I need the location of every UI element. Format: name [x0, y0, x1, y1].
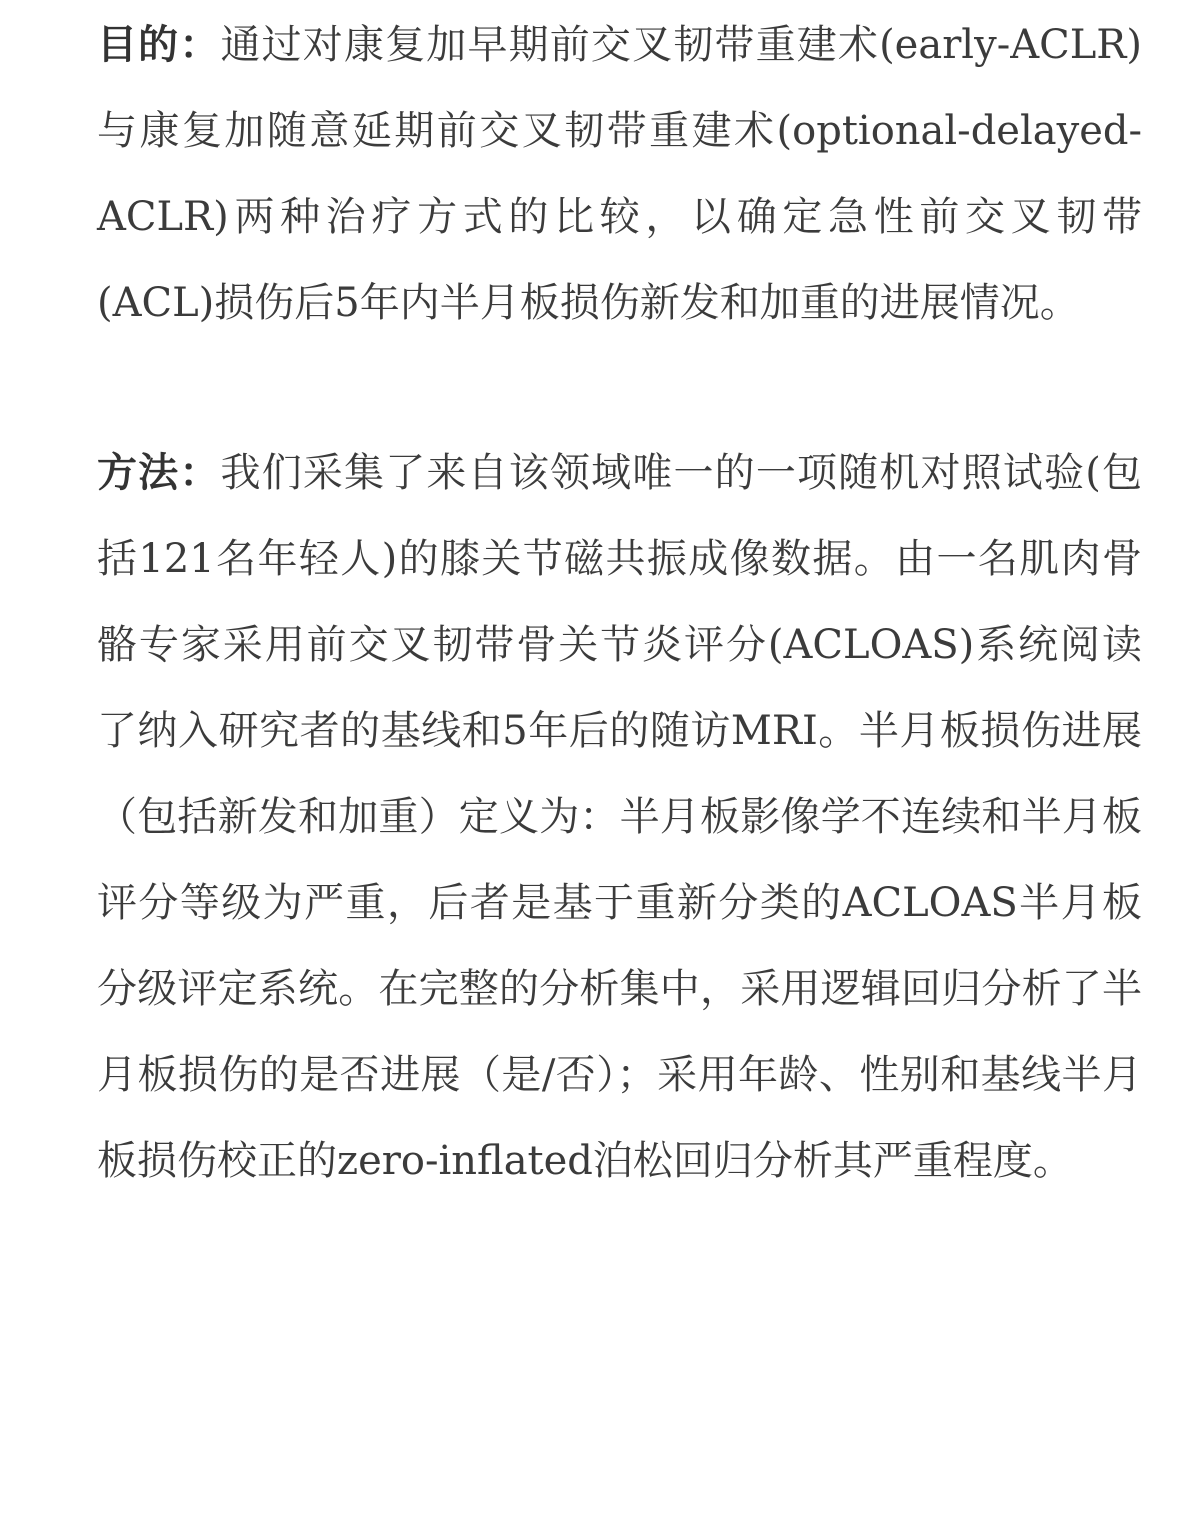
abstract-body	[97, 0, 1142, 1204]
purpose-text: 通过对康复加早期前交叉韧带重建术(early-ACLR)与康复加随意延期前交叉韧带重建术(optional-delayed-ACLR)两种治疗方式的比较，以确定急性前交叉韧带(ACL)损伤后5年内半月板损伤新发和加重的进展情况。	[97, 22, 1142, 326]
purpose-label: 目的：	[97, 22, 221, 68]
methods-label: 方法：	[97, 450, 221, 496]
methods-paragraph	[97, 430, 1142, 1204]
methods-text: 我们采集了来自该领域唯一的一项随机对照试验(包括121名年轻人)的膝关节磁共振成像数据。由一名肌肉骨骼专家采用前交叉韧带骨关节炎评分(ACLOAS)系统阅读了纳入研究者的基线和5年后的随访MRI。半月板损伤进展（包括新发和加重）定义为：半月板影像学不连续和半月板评分等级为严重，后者是基于重新分类的ACLOAS半月板分级评定系统。在完整的分析集中，采用逻辑回归分析了半月板损伤的是否进展（是/否）；采用年龄、性别和基线半月板损伤校正的zero-inflated泊松回归分析其严重程度。	[97, 450, 1142, 1184]
purpose-paragraph	[97, 2, 1142, 346]
